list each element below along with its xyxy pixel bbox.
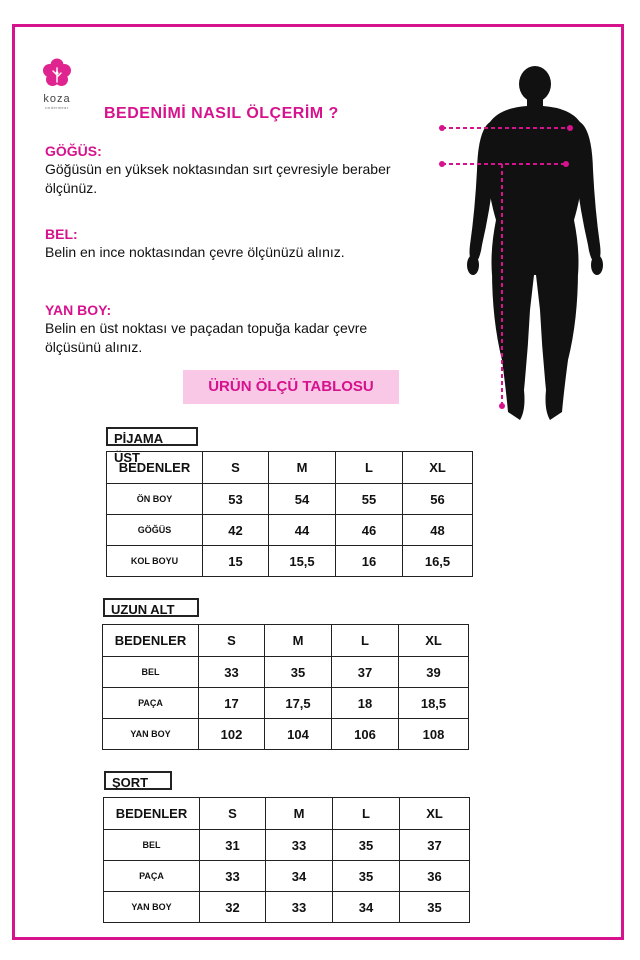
header-cell: S [199, 625, 265, 657]
brand-logo [40, 58, 74, 110]
size-table-shorts [103, 797, 470, 923]
value-cell: 37 [400, 830, 470, 861]
row-name-cell: PAÇA [103, 688, 199, 719]
table-row [103, 688, 469, 719]
value-cell: 17 [199, 688, 265, 719]
table-row [107, 546, 473, 577]
table-row [107, 515, 473, 546]
table-label-shorts: ŞORT [104, 771, 172, 790]
table-row [103, 657, 469, 688]
brand-name: koza [43, 93, 71, 105]
page-title: BEDENİMİ NASIL ÖLÇERİM ? [104, 105, 339, 122]
header-cell: S [200, 798, 266, 830]
value-cell: 56 [403, 484, 473, 515]
value-cell: 46 [336, 515, 403, 546]
value-cell: 39 [399, 657, 469, 688]
value-cell: 18 [332, 688, 399, 719]
header-cell: BEDENLER [104, 798, 200, 830]
section-heading-chest: GÖĞÜS: [45, 143, 102, 159]
value-cell: 33 [266, 830, 333, 861]
row-name-cell: BEL [104, 830, 200, 861]
row-name-cell: KOL BOYU [107, 546, 203, 577]
row-name-cell: GÖĞÜS [107, 515, 203, 546]
header-cell: XL [399, 625, 469, 657]
value-cell: 33 [266, 892, 333, 923]
value-cell: 16 [336, 546, 403, 577]
value-cell: 17,5 [265, 688, 332, 719]
value-cell: 34 [333, 892, 400, 923]
value-cell: 32 [200, 892, 266, 923]
table-row [107, 484, 473, 515]
header-cell: M [269, 452, 336, 484]
row-name-cell: YAN BOY [104, 892, 200, 923]
value-cell: 44 [269, 515, 336, 546]
value-cell: 35 [333, 830, 400, 861]
value-cell: 18,5 [399, 688, 469, 719]
value-cell: 108 [399, 719, 469, 750]
value-cell: 35 [400, 892, 470, 923]
header-cell: BEDENLER [103, 625, 199, 657]
value-cell: 104 [265, 719, 332, 750]
size-table-pajama-top [106, 451, 473, 577]
body-silhouette-illustration [430, 60, 620, 432]
value-cell: 35 [265, 657, 332, 688]
value-cell: 37 [332, 657, 399, 688]
table-row [104, 861, 470, 892]
value-cell: 36 [400, 861, 470, 892]
header-cell: M [265, 625, 332, 657]
section-text-side-length: Belin en üst noktası ve paçadan topuğa kadar çevre ölçüsünü alınız. [45, 320, 368, 355]
table-label-long-bottom: UZUN ALT [103, 598, 199, 617]
table-header-row [103, 625, 469, 657]
value-cell: 15,5 [269, 546, 336, 577]
header-cell: BEDENLER [107, 452, 203, 484]
section-heading-waist: BEL: [45, 226, 78, 242]
section-heading-side-length: YAN BOY: [45, 302, 112, 318]
value-cell: 33 [199, 657, 265, 688]
value-cell: 42 [203, 515, 269, 546]
flower-logo-icon [42, 58, 72, 88]
section-text-chest: Göğüsün en yüksek noktasından sırt çevresiyle beraber ölçünüz. [45, 161, 391, 196]
table-row [104, 830, 470, 861]
header-cell: S [203, 452, 269, 484]
value-cell: 53 [203, 484, 269, 515]
table-header-row [107, 452, 473, 484]
table-header-row [104, 798, 470, 830]
value-cell: 15 [203, 546, 269, 577]
value-cell: 31 [200, 830, 266, 861]
header-cell: L [332, 625, 399, 657]
value-cell: 102 [199, 719, 265, 750]
size-table-banner: ÜRÜN ÖLÇÜ TABLOSU [183, 370, 399, 404]
size-table-long-bottom [102, 624, 469, 750]
row-name-cell: BEL [103, 657, 199, 688]
row-name-cell: PAÇA [104, 861, 200, 892]
header-cell: L [336, 452, 403, 484]
header-cell: L [333, 798, 400, 830]
value-cell: 106 [332, 719, 399, 750]
header-cell: M [266, 798, 333, 830]
table-row [103, 719, 469, 750]
header-cell: XL [400, 798, 470, 830]
value-cell: 33 [200, 861, 266, 892]
section-text-waist: Belin en ince noktasından çevre ölçünüzü alınız. [45, 244, 345, 260]
value-cell: 34 [266, 861, 333, 892]
value-cell: 48 [403, 515, 473, 546]
value-cell: 54 [269, 484, 336, 515]
brand-tagline: underwear [45, 105, 69, 110]
row-name-cell: ÖN BOY [107, 484, 203, 515]
value-cell: 55 [336, 484, 403, 515]
value-cell: 35 [333, 861, 400, 892]
table-row [104, 892, 470, 923]
table-label-pajama-top: PİJAMA ÜST [106, 427, 198, 446]
header-cell: XL [403, 452, 473, 484]
value-cell: 16,5 [403, 546, 473, 577]
row-name-cell: YAN BOY [103, 719, 199, 750]
